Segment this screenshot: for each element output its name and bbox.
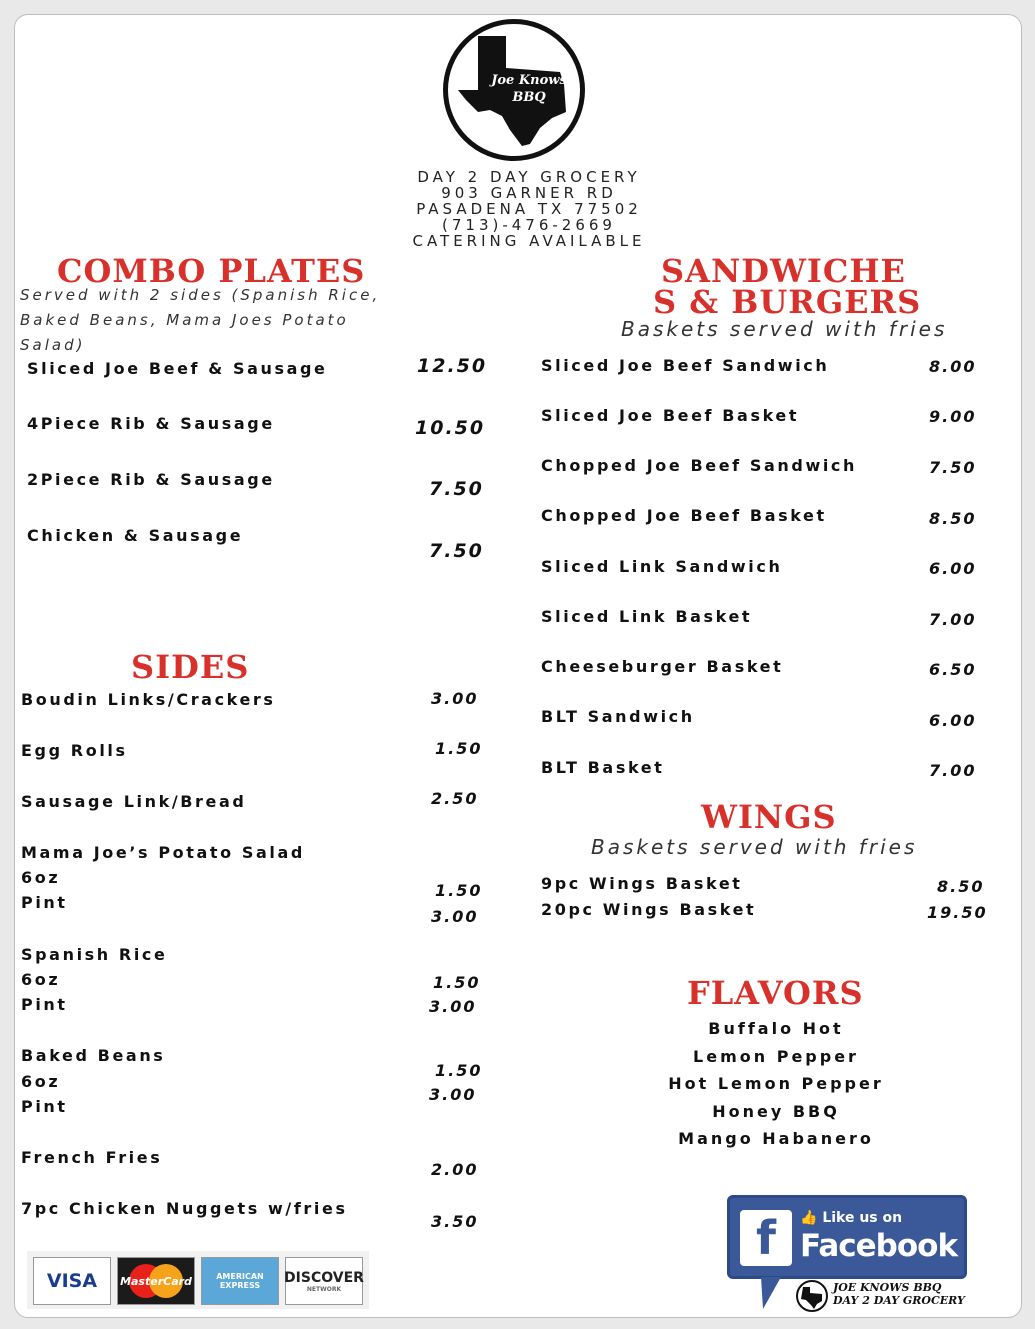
address-line-store: DAY 2 DAY GROCERY [417,168,641,186]
side-item-name: Spanish Rice [21,945,168,964]
sandwich-item-price: 7.00 [929,610,977,629]
logo-text: Joe Knows BBQ [491,73,567,105]
thumbs-up-icon: 👍 [800,1210,818,1226]
side-item-price: 3.00 [429,1085,477,1104]
wing-item-price: 19.50 [927,903,988,922]
side-item-price: 1.50 [435,1061,483,1080]
sandwich-item-price: 9.00 [929,407,977,426]
visa-card: VISA [33,1257,111,1305]
wings-subtitle: Baskets served with fries [591,835,918,859]
sides-heading: SIDES [131,648,250,686]
side-item-size: 6oz [21,970,61,989]
flavor-item: Lemon Pepper [693,1047,859,1066]
sandwiches-heading-line2: S & BURGERS [653,283,922,321]
discover-label: DISCOVER [284,1269,364,1286]
sandwich-item-name: BLT Sandwich [541,707,695,726]
sandwich-item-price: 7.50 [929,458,977,477]
mastercard-card [117,1257,195,1305]
combo-item-name: Chicken & Sausage [27,526,244,545]
side-item-name: Baked Beans [21,1046,166,1065]
address-line-phone: (713)-476-2669 [442,216,616,234]
amex-card: AMERICAN EXPRESS [201,1257,279,1305]
sandwich-item-price: 6.00 [929,711,977,730]
side-item-price: 3.50 [431,1212,479,1231]
side-item-name: Egg Rolls [21,741,128,760]
wing-item-price: 8.50 [937,877,985,896]
facebook-like-badge[interactable] [727,1195,967,1279]
side-item-size: Pint [21,995,68,1014]
side-item-size: Pint [21,1097,68,1116]
flavor-item: Buffalo Hot [708,1019,844,1038]
sandwich-item-price: 7.00 [929,761,977,780]
menu-card [14,14,1022,1318]
address-line-city: PASADENA TX 77502 [416,200,642,218]
side-item-name: French Fries [21,1148,163,1167]
combo-item-name: Sliced Joe Beef & Sausage [27,359,328,378]
address-line-catering: CATERING AVAILABLE [412,232,646,250]
side-item-price: 1.50 [433,973,481,992]
side-item-price: 3.00 [431,907,479,926]
sandwich-item-price: 8.50 [929,509,977,528]
flavor-item: Honey BBQ [712,1102,840,1121]
mastercard-label: MasterCard [120,1274,192,1288]
speech-tail-icon [757,1277,797,1313]
sandwich-item-name: Chopped Joe Beef Sandwich [541,456,858,475]
side-item-price: 2.50 [431,789,479,808]
address-line-street: 903 GARNER RD [441,184,617,202]
facebook-name: Facebook [800,1228,958,1264]
side-item-name: Sausage Link/Bread [21,792,247,811]
side-item-price: 3.00 [429,997,477,1016]
mini-logo-icon [795,1279,829,1313]
sandwiches-subtitle: Baskets served with fries [621,317,948,341]
flavors-heading: FLAVORS [687,974,864,1012]
combo-subtitle: Served with 2 sides (Spanish Rice, Baked Beans, Mama Joes Potato Salad) [20,286,381,354]
side-item-name: Mama Joe’s Potato Salad [21,843,305,862]
flavor-item: Hot Lemon Pepper [668,1074,884,1093]
facebook-like-label: 👍 Like us on [800,1210,903,1226]
joe-knows-bbq-logo [443,19,585,161]
facebook-f-icon: f [740,1210,792,1266]
side-item-size: 6oz [21,1072,61,1091]
discover-sublabel: NETWORK [306,1285,342,1293]
combo-item-price: 7.50 [429,478,484,500]
side-item-price: 1.50 [435,881,483,900]
sandwich-item-price: 8.00 [929,357,977,376]
wing-item-name: 20pc Wings Basket [541,900,757,919]
side-item-name: 7pc Chicken Nuggets w/fries [21,1199,348,1218]
payment-cards-row [27,1251,369,1309]
combo-item-name: 4Piece Rib & Sausage [27,414,275,433]
combo-item-price: 12.50 [417,355,488,377]
sandwich-item-name: Sliced Joe Beef Basket [541,406,800,425]
joe-knows-tag-text: JOE KNOWS BBQ DAY 2 DAY GROCERY [833,1281,965,1307]
sandwich-item-name: Sliced Joe Beef Sandwich [541,356,830,375]
side-item-name: Boudin Links/Crackers [21,690,276,709]
wing-item-name: 9pc Wings Basket [541,874,743,893]
combo-item-price: 7.50 [429,540,484,562]
sandwich-item-name: BLT Basket [541,758,665,777]
joe-knows-tag [795,1279,995,1313]
wings-heading: WINGS [701,798,837,836]
side-item-price: 3.00 [431,689,479,708]
side-item-price: 1.50 [435,739,483,758]
sandwich-item-price: 6.50 [929,660,977,679]
sandwiches-heading-line1: SANDWICHE [661,252,906,290]
sandwich-item-name: Chopped Joe Beef Basket [541,506,827,525]
discover-card [285,1257,363,1305]
side-item-size: Pint [21,893,68,912]
sandwich-item-name: Sliced Link Sandwich [541,557,783,576]
sandwich-item-price: 6.00 [929,559,977,578]
side-item-size: 6oz [21,868,61,887]
sandwich-item-name: Sliced Link Basket [541,607,753,626]
combo-item-price: 10.50 [415,417,486,439]
side-item-price: 2.00 [431,1160,479,1179]
combo-item-name: 2Piece Rib & Sausage [27,470,275,489]
combo-plates-heading: COMBO PLATES [57,252,366,290]
sandwich-item-name: Cheeseburger Basket [541,657,784,676]
flavor-item: Mango Habanero [678,1129,874,1148]
